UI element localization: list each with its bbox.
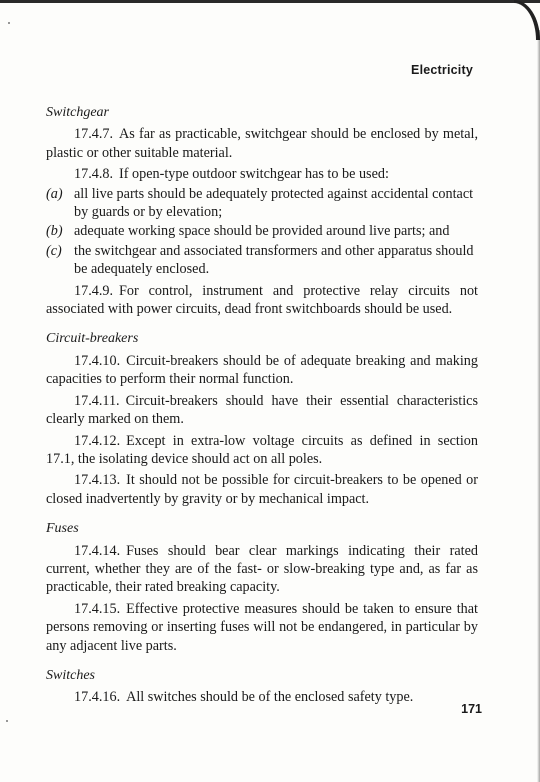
paragraph-text: Effective protective measures should be taken to ensure that persons removing or inserting fuses will not be endangered, in particular by any adjacent live parts. — [46, 600, 478, 654]
paragraph-number: 17.4.10. — [74, 352, 121, 369]
list-item-label: (a) — [46, 185, 63, 202]
section-heading-fuses: Fuses — [46, 521, 79, 537]
page-number: 171 — [461, 702, 482, 716]
paragraph-number: 17.4.16. — [74, 689, 121, 706]
page-top-edge — [0, 0, 540, 3]
list-item-text: all live parts should be adequately protected against accidental contact by guards or by elevation; — [74, 185, 474, 221]
section-heading-switchgear: Switchgear — [46, 105, 109, 120]
paragraph-text: Except in extra-low voltage circuits as defined in section 17.1, the isolating device should act on all poles. — [46, 432, 478, 467]
list-item-text: adequate working space should be provided around live parts; and — [74, 223, 450, 240]
list-item-b — [46, 222, 478, 240]
paragraph-17-4-16 — [46, 688, 478, 706]
paragraph-17-4-13 — [46, 471, 478, 508]
paragraph-number: 17.4.9. — [74, 282, 114, 299]
section-heading-circuit-breakers: Circuit-breakers — [46, 331, 139, 347]
list-item-c — [46, 242, 478, 279]
paragraph-17-4-7 — [46, 125, 478, 162]
paragraph-text: As far as practicable, switchgear should be enclosed by metal, plastic or other suitable material. — [46, 126, 478, 161]
paragraph-number: 17.4.8. — [74, 166, 114, 183]
paragraph-17-4-14 — [46, 542, 478, 597]
list-item-label: (c) — [46, 242, 62, 259]
paragraph-text: If open-type outdoor switchgear has to be used: — [119, 166, 389, 183]
paper-speck — [8, 22, 10, 24]
paragraph-number: 17.4.13. — [74, 472, 121, 489]
paragraph-text: Fuses should bear clear markings indicating their rated current, whether they are of the fast- or slow-breaking type and, as far as practicable, their rated breaking capacity. — [46, 542, 478, 596]
paragraph-text: For control, instrument and protective relay circuits not associated with power circuits, dead front switchboards should be used. — [46, 282, 478, 318]
running-head: Electricity — [411, 63, 473, 77]
paragraph-number: 17.4.12. — [74, 432, 121, 449]
paper-speck — [6, 720, 8, 722]
paragraph-text: Circuit-breakers should have their essential characteristics clearly marked on them. — [46, 392, 478, 428]
paragraph-17-4-15 — [46, 600, 478, 655]
list-item-a — [46, 185, 478, 222]
list-item-text: the switchgear and associated transformers and other apparatus should be adequately enclosed. — [74, 242, 474, 278]
paragraph-text: Circuit-breakers should be of adequate breaking and making capacities to perform their normal function. — [46, 352, 478, 388]
paragraph-text: It should not be possible for circuit-breakers to be opened or closed inadvertently by gravity or by mechanical impact. — [46, 472, 478, 507]
paragraph-number: 17.4.11. — [74, 392, 120, 409]
section-heading-switches: Switches — [46, 667, 95, 683]
paragraph-17-4-12 — [46, 432, 478, 469]
paragraph-17-4-11 — [46, 392, 478, 429]
list-item-label: (b) — [46, 223, 63, 240]
paragraph-number: 17.4.15. — [74, 600, 121, 617]
paragraph-number: 17.4.7. — [74, 126, 114, 143]
paragraph-17-4-10 — [46, 352, 478, 389]
paragraph-number: 17.4.14. — [74, 542, 121, 559]
page-body — [46, 104, 478, 707]
paragraph-text: All switches should be of the enclosed safety type. — [126, 689, 414, 706]
paragraph-17-4-8 — [46, 165, 478, 183]
paragraph-17-4-9 — [46, 282, 478, 319]
